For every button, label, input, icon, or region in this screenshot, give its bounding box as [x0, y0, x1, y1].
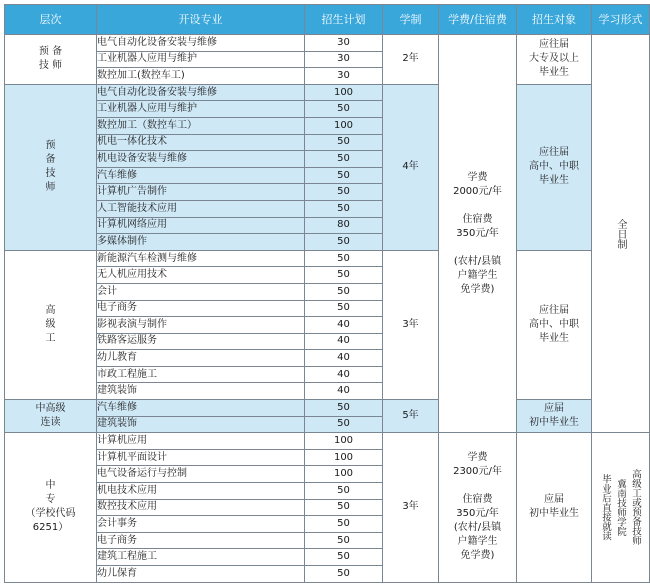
major-cell: 数控加工（数控车工）: [97, 117, 305, 134]
major-cell: 多媒体制作: [97, 234, 305, 251]
target-line: 高中、中职: [529, 161, 579, 173]
plan-cell: 100: [305, 449, 383, 466]
plan-cell: 30: [305, 51, 383, 68]
major-cell: 电子商务: [97, 300, 305, 317]
major-cell: 机电设备安装与维修: [97, 151, 305, 168]
major-cell: 汽车维修: [97, 167, 305, 184]
header-level: 层次: [5, 5, 97, 35]
major-cell: 幼儿教育: [97, 350, 305, 367]
major-cell: 电气自动化设备安装与维修: [97, 35, 305, 52]
plan-cell: 50: [305, 566, 383, 583]
header-plan: 招生计划: [305, 5, 383, 35]
major-cell: 幼儿保育: [97, 566, 305, 583]
target-line: 毕业生: [539, 67, 569, 79]
plan-cell: 50: [305, 300, 383, 317]
major-cell: 无人机应用技术: [97, 267, 305, 284]
fees-line: 350元/年: [456, 227, 499, 239]
major-cell: 电气自动化设备安装与维修: [97, 84, 305, 101]
level-cell: [5, 400, 97, 433]
plan-cell: 50: [305, 134, 383, 151]
plan-cell: 50: [305, 184, 383, 201]
fees-line: 学费: [467, 171, 488, 183]
level-line: 高: [45, 304, 56, 316]
target-line: 初中毕业生: [529, 417, 579, 429]
target-line: 应往届: [539, 147, 569, 159]
level-line: 中: [45, 480, 56, 492]
level-line: 预: [45, 140, 56, 152]
major-cell: 数控技术应用: [97, 499, 305, 516]
header-form: 学习形式: [592, 5, 650, 35]
major-cell: 建筑工程施工: [97, 549, 305, 566]
fees-line: 2000元/年: [453, 185, 502, 197]
major-cell: 电子商务: [97, 532, 305, 549]
target-line: 毕业生: [539, 175, 569, 187]
fees-line: (农村/县镇: [453, 255, 502, 267]
major-cell: 人工智能技术应用: [97, 200, 305, 217]
plan-cell: 50: [305, 267, 383, 284]
plan-cell: 50: [305, 151, 383, 168]
plan-cell: 50: [305, 416, 383, 433]
target-line: 高中、中职: [529, 318, 579, 330]
level-line: 工: [45, 332, 56, 344]
major-cell: 计算机平面设计: [97, 449, 305, 466]
target-cell: [517, 35, 592, 85]
plan-cell: 50: [305, 549, 383, 566]
header-target: 招生对象: [517, 5, 592, 35]
major-cell: 新能源汽车检测与维修: [97, 250, 305, 267]
plan-cell: 50: [305, 101, 383, 118]
plan-cell: 40: [305, 333, 383, 350]
fees-line: 住宿费: [462, 494, 493, 506]
level-line: 技 师: [38, 60, 63, 72]
study-form-cell: [592, 35, 650, 433]
study-form-text: 冀南技师学院: [615, 478, 626, 536]
fees-cell: [439, 35, 517, 433]
level-line: 6251）: [32, 522, 69, 534]
major-cell: 计算机网络应用: [97, 217, 305, 234]
fees-line: 住宿费: [462, 213, 493, 225]
header-major: 开设专业: [97, 5, 305, 35]
major-cell: 铁路客运服务: [97, 333, 305, 350]
plan-cell: 40: [305, 366, 383, 383]
target-line: 应届: [544, 494, 564, 506]
plan-cell: 50: [305, 499, 383, 516]
level-cell: [5, 433, 97, 582]
duration-cell: 3年: [383, 433, 439, 582]
plan-cell: 100: [305, 117, 383, 134]
level-line: 连读: [40, 417, 61, 429]
fees-line: 2300元/年: [453, 466, 502, 478]
study-form-text: 高级工或预备技师: [630, 469, 641, 546]
fees-cell: [439, 433, 517, 582]
duration-cell: 5年: [383, 400, 439, 433]
fees-line: 免学费): [460, 283, 495, 295]
major-cell: 建筑装饰: [97, 383, 305, 400]
plan-cell: 50: [305, 167, 383, 184]
plan-cell: 50: [305, 234, 383, 251]
enrollment-table: [4, 4, 650, 583]
level-line: 师: [45, 182, 56, 194]
header-duration: 学制: [383, 5, 439, 35]
table-row: [5, 84, 650, 101]
fees-line: [439, 199, 516, 213]
level-cell: [5, 35, 97, 85]
major-cell: 数控加工(数控车工): [97, 68, 305, 85]
plan-cell: 30: [305, 68, 383, 85]
duration-cell: 4年: [383, 84, 439, 250]
study-form-text: 毕业后直接就读: [600, 474, 611, 541]
header-row: [5, 5, 650, 35]
fees-line: 学费: [467, 452, 488, 464]
target-line: 应往届: [539, 304, 569, 316]
target-cell: [517, 433, 592, 582]
plan-cell: 50: [305, 532, 383, 549]
fees-line: 户籍学生: [457, 536, 498, 548]
level-cell: [5, 250, 97, 399]
major-cell: 工业机器人应用与维护: [97, 51, 305, 68]
major-cell: 汽车维修: [97, 400, 305, 417]
level-line: 中高级: [35, 403, 66, 415]
fees-line: [439, 479, 516, 493]
target-cell: [517, 250, 592, 399]
level-line: 预 备: [38, 46, 63, 58]
fees-line: 户籍学生: [457, 269, 498, 281]
fees-line: 免学费): [460, 550, 495, 562]
target-line: 应届: [544, 403, 564, 415]
level-line: 技: [45, 168, 56, 180]
target-line: 初中毕业生: [529, 508, 579, 520]
major-cell: 影视表演与制作: [97, 317, 305, 334]
level-line: 专: [45, 494, 56, 506]
plan-cell: 50: [305, 283, 383, 300]
level-line: 级: [45, 318, 56, 330]
fees-line: (农村/县镇: [453, 522, 502, 534]
study-form-text: 全日制: [615, 218, 626, 249]
target-line: 应往届: [539, 39, 569, 51]
major-cell: 会计事务: [97, 516, 305, 533]
plan-cell: 100: [305, 466, 383, 483]
table-row: [5, 250, 650, 267]
fees-line: 350元/年: [456, 508, 499, 520]
plan-cell: 50: [305, 516, 383, 533]
target-line: 毕业生: [539, 332, 569, 344]
major-cell: 机电技术应用: [97, 483, 305, 500]
target-cell: [517, 84, 592, 250]
fees-line: [439, 241, 516, 255]
plan-cell: 50: [305, 400, 383, 417]
major-cell: 计算机广告制作: [97, 184, 305, 201]
plan-cell: 50: [305, 250, 383, 267]
major-cell: 机电一体化技术: [97, 134, 305, 151]
study-form-columns: [599, 469, 642, 545]
table-row: [5, 400, 650, 417]
header-fees: 学费/住宿费: [439, 5, 517, 35]
duration-cell: 2年: [383, 35, 439, 85]
plan-cell: 40: [305, 317, 383, 334]
major-cell: 工业机器人应用与维护: [97, 101, 305, 118]
table-body: [5, 35, 650, 583]
plan-cell: 100: [305, 84, 383, 101]
level-cell: [5, 84, 97, 250]
plan-cell: 30: [305, 35, 383, 52]
duration-cell: 3年: [383, 250, 439, 399]
level-line: 备: [45, 154, 56, 166]
target-cell: [517, 400, 592, 433]
plan-cell: 50: [305, 200, 383, 217]
plan-cell: 40: [305, 350, 383, 367]
level-line: （学校代码: [25, 508, 76, 520]
major-cell: 计算机应用: [97, 433, 305, 450]
table-row: [5, 35, 650, 52]
table-row: [5, 433, 650, 450]
plan-cell: 40: [305, 383, 383, 400]
plan-cell: 100: [305, 433, 383, 450]
target-line: 大专及以上: [529, 53, 579, 65]
plan-cell: 80: [305, 217, 383, 234]
major-cell: 市政工程施工: [97, 366, 305, 383]
major-cell: 建筑装饰: [97, 416, 305, 433]
plan-cell: 50: [305, 483, 383, 500]
major-cell: 会计: [97, 283, 305, 300]
study-form-cell: [592, 433, 650, 582]
major-cell: 电气设备运行与控制: [97, 466, 305, 483]
